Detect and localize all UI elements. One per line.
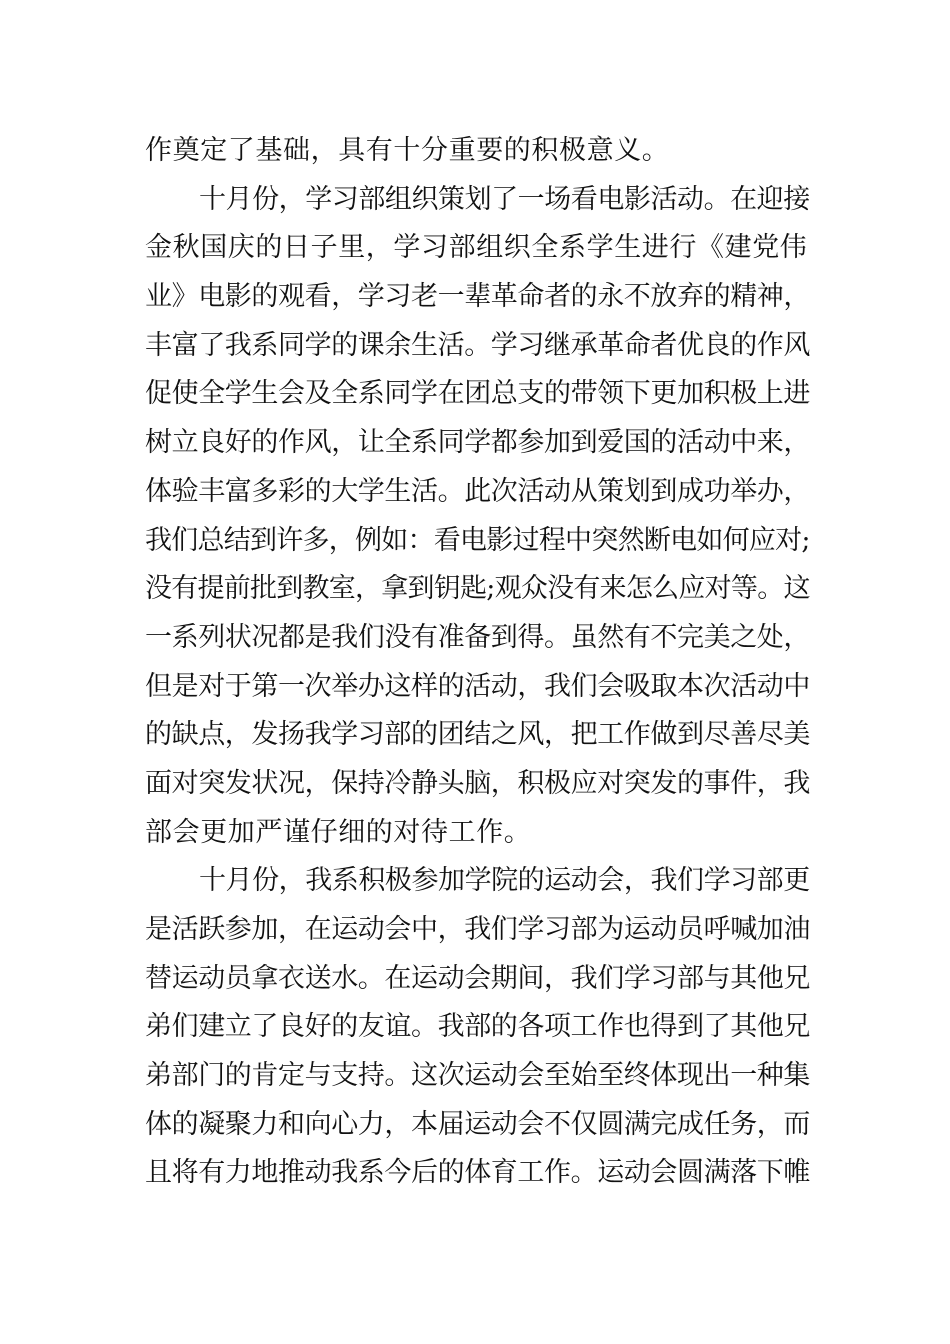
text-line: 的缺点，发扬我学习部的团结之风，把工作做到尽善尽美 (145, 719, 810, 751)
text-line: 体的凝聚力和向心力，本届运动会不仅圆满完成任务，而 (145, 1108, 810, 1140)
text-line: 我们总结到许多，例如：看电影过程中突然断电如何应对; (145, 524, 810, 556)
text-line: 但是对于第一次举办这样的活动，我们会吸取本次活动中 (145, 670, 810, 702)
text-line: 没有提前批到教室，拿到钥匙;观众没有来怎么应对等。这 (145, 573, 810, 605)
text-line: 业》电影的观看，学习老一辈革命者的永不放弃的精神， (145, 281, 810, 313)
text-line: 十月份，我系积极参加学院的运动会，我们学习部更 (199, 865, 810, 897)
text-line: 面对突发状况，保持冷静头脑，积极应对突发的事件，我 (145, 767, 810, 799)
text-line: 促使全学生会及全系同学在团总支的带领下更加积极上进 (145, 378, 810, 410)
text-line: 金秋国庆的日子里，学习部组织全系学生进行《建党伟 (145, 232, 808, 264)
text-line: 替运动员拿衣送水。在运动会期间，我们学习部与其他兄 (145, 962, 810, 994)
text-line: 体验丰富多彩的大学生活。此次活动从策划到成功举办， (145, 475, 810, 507)
text-line: 一系列状况都是我们没有准备到得。虽然有不完美之处， (145, 621, 810, 653)
text-line: 是活跃参加，在运动会中，我们学习部为运动员呼喊加油 (145, 914, 810, 945)
text-line: 弟部门的肯定与支持。这次运动会至始至终体现出一种集 (145, 1060, 810, 1092)
text-line: 丰富了我系同学的课余生活。学习继承革命者优良的作风 (145, 329, 810, 361)
text-line: 且将有力地推动我系今后的体育工作。运动会圆满落下帷 (145, 1157, 810, 1189)
text-line: 树立良好的作风，让全系同学都参加到爱国的活动中来， (145, 427, 810, 459)
text-line: 作奠定了基础，具有十分重要的积极意义。 (145, 135, 670, 166)
document-body (145, 127, 810, 1198)
text-line: 弟们建立了良好的友谊。我部的各项工作也得到了其他兄 (145, 1011, 810, 1043)
text-line: 十月份，学习部组织策划了一场看电影活动。在迎接 (199, 183, 810, 215)
text-line: 部会更加严谨仔细的对待工作。 (145, 816, 532, 848)
